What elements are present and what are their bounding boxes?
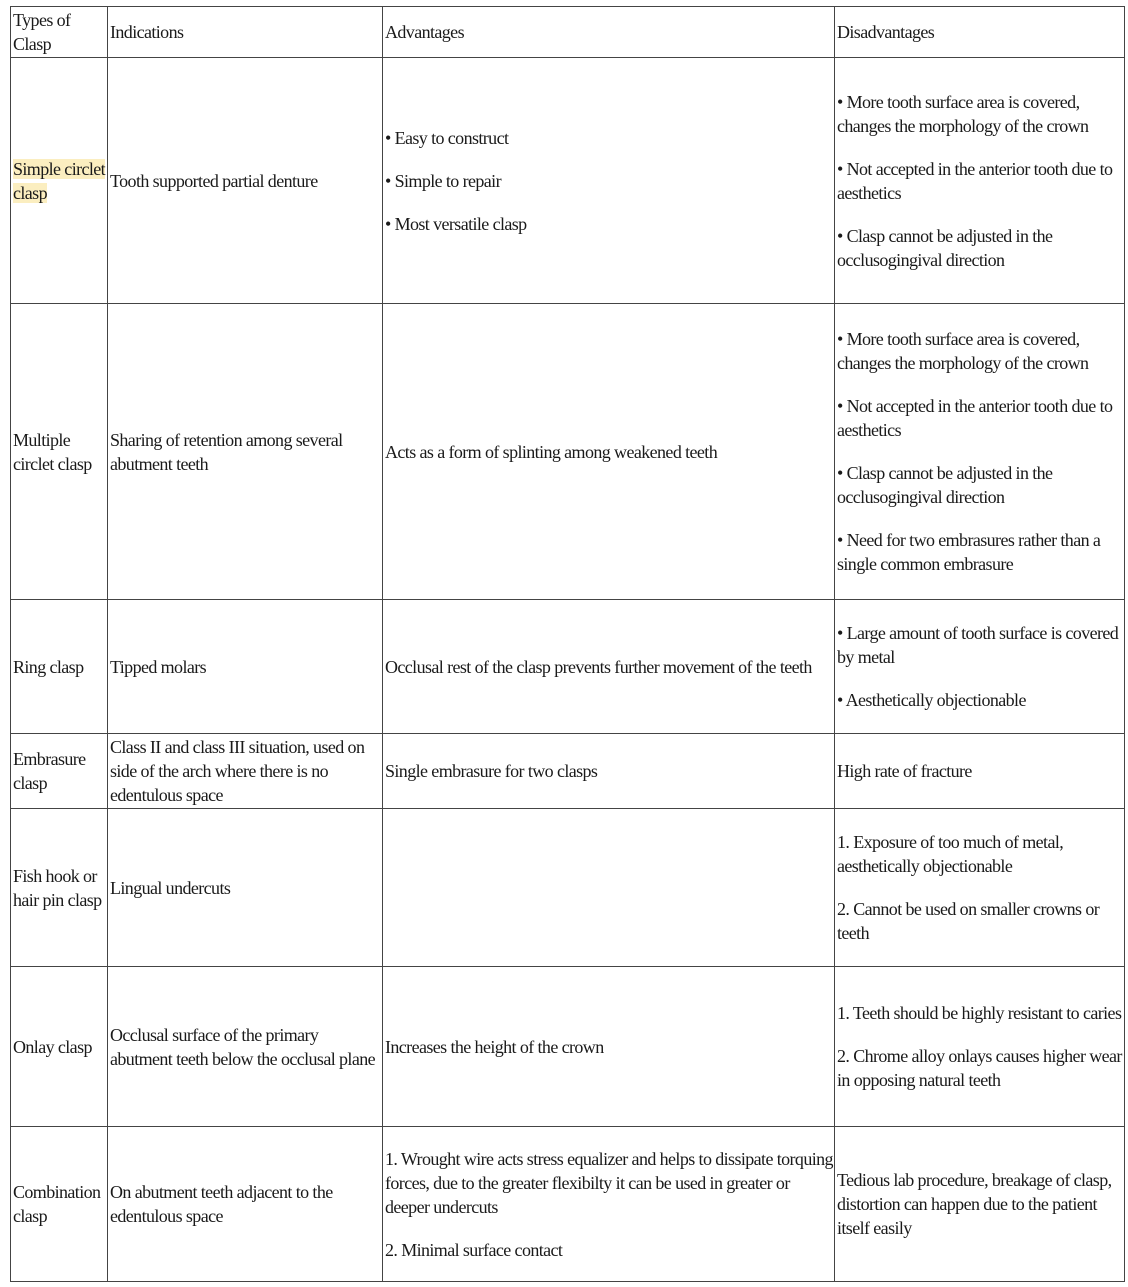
disadvantage-item: • Aesthetically objectionable [837, 690, 1026, 710]
header-type: Types of Clasp [11, 7, 108, 58]
advantage-item: 1. Wrought wire acts stress equalizer and helps to dissipate torquing forces, due to the greater flexibilty it can be used in greater or deeper undercuts [385, 1148, 833, 1217]
disadvantage-item: High rate of fracture [837, 761, 972, 781]
table-row [11, 734, 1125, 809]
advantage-item: Occlusal rest of the clasp prevents further movement of the teeth [385, 656, 812, 677]
disadvantage-item: 2. Chrome alloy onlays causes higher wear in opposing natural teeth [837, 1046, 1122, 1090]
advantage-item: 2. Minimal surface contact [385, 1239, 563, 1260]
advantage-item: • Most versatile clasp [385, 213, 527, 234]
advantages-cell [383, 809, 835, 967]
indications-cell: Lingual undercuts [108, 809, 383, 967]
table-row [11, 967, 1125, 1127]
disadvantage-item: • More tooth surface area is covered, changes the morphology of the crown [837, 329, 1089, 373]
advantages-cell [383, 600, 835, 734]
disadvantage-item: 2. Cannot be used on smaller crowns or teeth [837, 899, 1100, 943]
table-row [11, 1127, 1125, 1282]
indications-cell: Class II and class III situation, used on side of the arch where there is no edentulous space [108, 734, 383, 809]
advantage-item: Single embrasure for two clasps [385, 761, 598, 781]
disadvantage-item: • More tooth surface area is covered, changes the morphology of the crown [837, 91, 1089, 136]
clasp-type-cell: Fish hook or hair pin clasp [11, 809, 108, 967]
table-row [11, 304, 1125, 600]
disadvantages-cell [835, 58, 1125, 304]
advantage-item: • Easy to construct [385, 127, 509, 148]
disadvantage-item: • Not accepted in the anterior tooth due to aesthetics [837, 396, 1113, 440]
disadvantage-item: 1. Exposure of too much of metal, aesthetically objectionable [837, 832, 1064, 876]
disadvantage-item: 1. Teeth should be highly resistant to caries [837, 1003, 1122, 1023]
clasp-comparison-table [10, 6, 1125, 1282]
clasp-type-cell: Embrasure clasp [11, 734, 108, 809]
header-indications: Indications [108, 7, 383, 58]
disadvantage-item: • Large amount of tooth surface is covered by metal [837, 623, 1119, 667]
indications-cell: Tipped molars [108, 600, 383, 734]
disadvantage-item: • Clasp cannot be adjusted in the occlusogingival direction [837, 225, 1053, 270]
indications-cell: Tooth supported partial denture [108, 58, 383, 304]
disadvantage-item: • Need for two embrasures rather than a single common embrasure [837, 530, 1101, 574]
clasp-type-highlighted: Simple circlet clasp [13, 158, 106, 203]
indications-cell: Sharing of retention among several abutment teeth [108, 304, 383, 600]
advantages-cell [383, 58, 835, 304]
disadvantages-cell [835, 304, 1125, 600]
clasp-type-cell: Onlay clasp [11, 967, 108, 1127]
disadvantage-item: • Not accepted in the anterior tooth due to aesthetics [837, 158, 1113, 203]
table-row [11, 809, 1125, 967]
indications-cell: Occlusal surface of the primary abutment teeth below the occlusal plane [108, 967, 383, 1127]
disadvantage-item: • Clasp cannot be adjusted in the occlusogingival direction [837, 463, 1053, 507]
table-row [11, 58, 1125, 304]
advantage-item: Increases the height of the crown [385, 1036, 604, 1057]
disadvantage-item: Tedious lab procedure, breakage of clasp, distortion can happen due to the patient itself easily [837, 1170, 1112, 1238]
disadvantages-cell [835, 809, 1125, 967]
indications-cell: On abutment teeth adjacent to the edentulous space [108, 1127, 383, 1282]
disadvantages-cell [835, 967, 1125, 1127]
clasp-type-cell: Combination clasp [11, 1127, 108, 1282]
disadvantages-cell [835, 734, 1125, 809]
advantage-item: Acts as a form of splinting among weakened teeth [385, 441, 718, 462]
disadvantages-cell [835, 1127, 1125, 1282]
disadvantages-cell [835, 600, 1125, 734]
clasp-type-cell: Ring clasp [11, 600, 108, 734]
clasp-type-cell [11, 58, 108, 304]
advantage-item: • Simple to repair [385, 170, 501, 191]
advantages-cell [383, 967, 835, 1127]
header-advantages: Advantages [383, 7, 835, 58]
clasp-type-cell: Multiple circlet clasp [11, 304, 108, 600]
advantages-cell [383, 734, 835, 809]
table-row [11, 600, 1125, 734]
advantages-cell [383, 1127, 835, 1282]
header-disadvantages: Disadvantages [835, 7, 1125, 58]
header-row [11, 7, 1125, 58]
advantages-cell [383, 304, 835, 600]
